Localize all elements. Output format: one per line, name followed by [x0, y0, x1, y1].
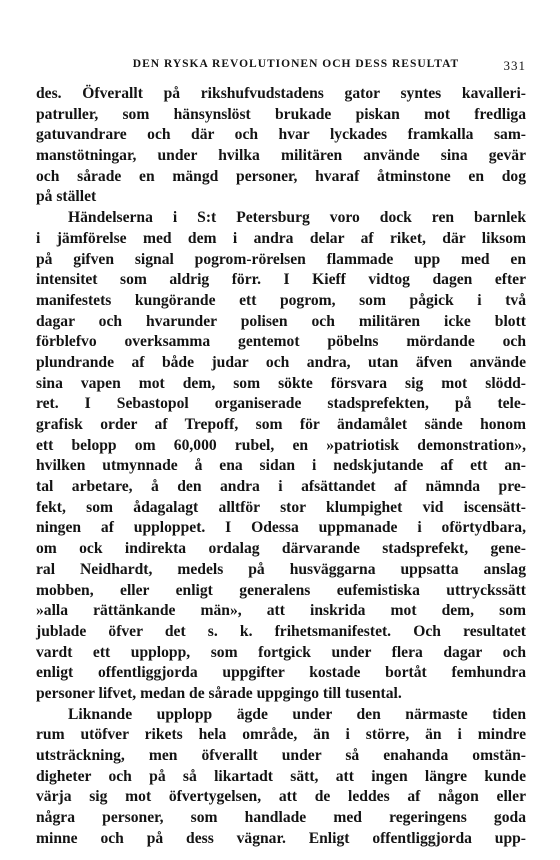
text-line: personer lifvet, medan de sårade uppgingo till tusental.	[36, 684, 402, 702]
text-line: rum utöfver rikets hela område, än i större, än i mindre	[36, 726, 526, 744]
text-line: några personer, som handlade med regeringens goda	[36, 809, 526, 827]
text-line: »alla rättänkande män», att inskrida mot dem, som	[36, 602, 526, 620]
text-line: Händelserna i S:t Petersburg voro dock ren barnlek	[68, 209, 526, 227]
paragraph	[36, 208, 526, 705]
text-line: des. Öfverallt på rikshufvudstadens gator syntes kavalleri-	[36, 85, 526, 102]
text-line: sina vapen mot dem, som sökte försvara sig mot slödd-	[36, 374, 526, 392]
text-line: gatuvandrare och där och hvar lyckades framkalla sam-	[36, 126, 526, 144]
text-line: hvilken utmynnade å ena sidan i nedskjutande af ett an-	[36, 457, 526, 475]
page-number: 331	[503, 58, 526, 73]
book-page	[36, 58, 526, 849]
text-line: förblefvo overksamma gentemot pöbelns mördande och	[36, 333, 526, 351]
text-line: mobben, eller enligt generalens eufemistiska uttryckssätt	[36, 581, 526, 599]
text-line: ret. I Sebastopol organiserade stadsprefekten, på tele-	[36, 395, 526, 413]
running-title: DEN RYSKA REVOLUTIONEN OCH DESS RESULTAT	[132, 58, 460, 70]
text-line: patruller, som hänsynslöst brukade piskan mot fredliga	[36, 105, 526, 123]
text-line: Liknande upplopp ägde under den närmaste tiden	[68, 705, 526, 723]
text-line: manstötningar, under hvilka militären använde sina gevär	[36, 147, 526, 165]
text-line: tal arbetare, å den andra i afsättandet af nämnda pre-	[36, 478, 526, 496]
text-line: vardt ett upplopp, som fortgick under flera dagar och	[36, 643, 526, 661]
body-text	[36, 84, 526, 849]
text-line: digheter och på så likartadt sätt, att ingen längre kunde	[36, 767, 526, 785]
paragraph	[36, 84, 526, 208]
text-line: värja sig mot öfvertygelsen, att de leddes af någon eller	[36, 788, 526, 806]
text-line: ningen af upploppet. I Odessa uppmanade i oförtydbara,	[36, 519, 526, 537]
text-line: utsträckning, men öfverallt under så enahanda omstän-	[36, 747, 526, 764]
text-line: enligt offentliggjorda uppgifter kostade bortåt femhundra	[36, 664, 526, 682]
text-line: i jämförelse med dem i andra delar af riket, där liksom	[36, 229, 526, 247]
text-line: på stället	[36, 188, 97, 206]
text-line: grafisk order af Trepoff, som för ändamålet sände honom	[36, 416, 526, 433]
text-line: ett belopp om 60,000 rubel, en »patriotisk demonstration»,	[36, 436, 526, 454]
text-line: ral Neidhardt, medels på husväggarna uppsatta anslag	[36, 560, 526, 578]
text-line: plundrande af både judar och andra, utan äfven använde	[36, 353, 526, 371]
text-line: minne och på dess vägnar. Enligt offentliggjorda upp-	[36, 829, 526, 847]
text-line: på gifven signal pogrom-rörelsen flammade upp med en	[36, 250, 526, 268]
text-line: intensitet som aldrig förr. I Kieff vidtog dagen efter	[36, 271, 526, 289]
running-head	[36, 58, 526, 78]
text-line: om ock indirekta ordalag därvarande stadsprefekt, gene-	[36, 540, 526, 558]
paragraph	[36, 705, 526, 850]
text-line: fekt, som ådagalagt alltför stor klumpighet vid iscensätt-	[36, 498, 526, 516]
text-line: manifestets kungörande ett pogrom, som pågick i två	[36, 291, 526, 309]
text-line: jublade öfver det s. k. frihetsmanifestet. Och resultatet	[36, 622, 526, 640]
text-line: och sårade en mängd personer, hvaraf åtminstone en dog	[36, 167, 526, 185]
text-line: dagar och hvarunder polisen och militären icke blott	[36, 312, 526, 330]
